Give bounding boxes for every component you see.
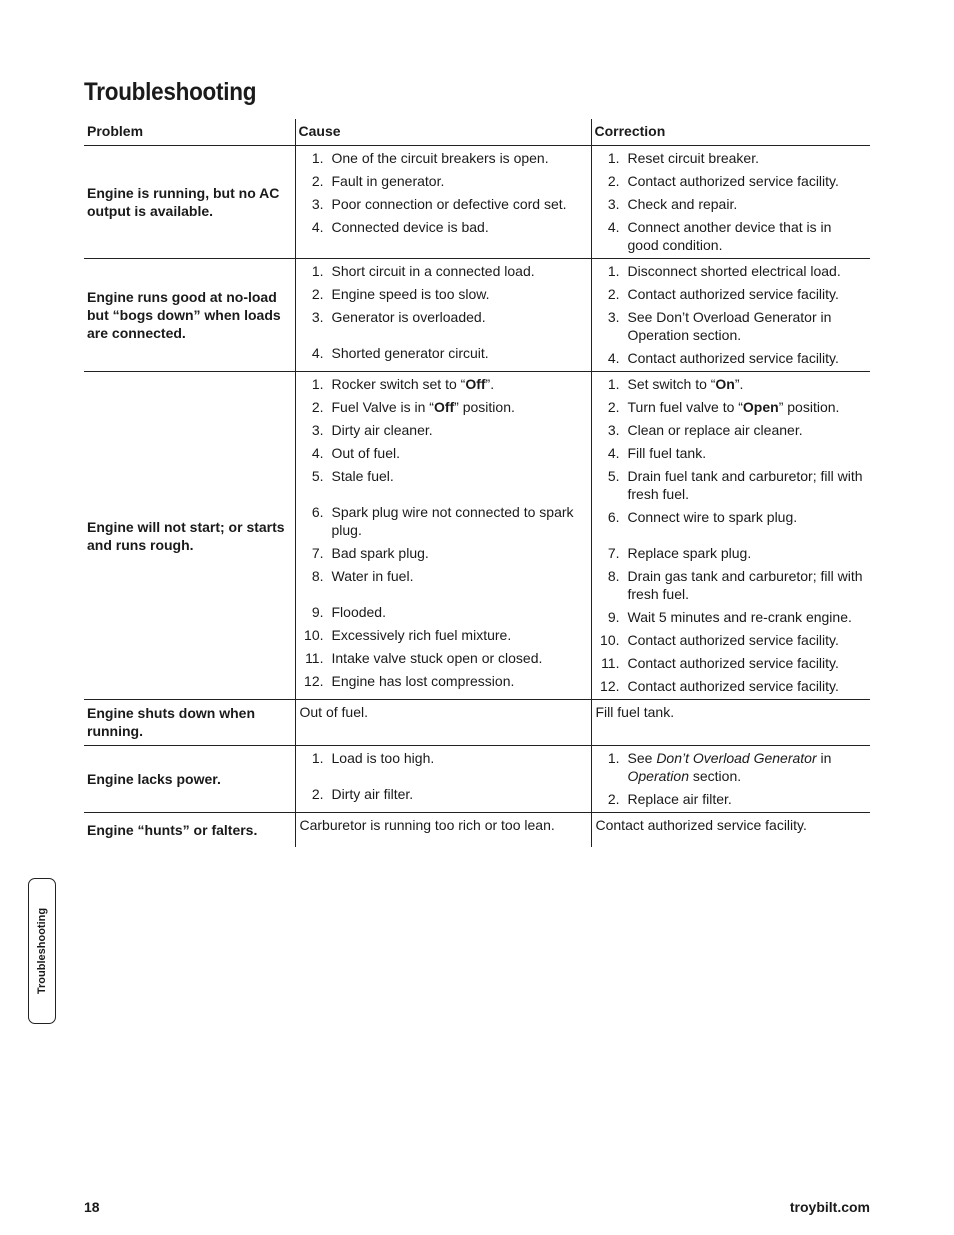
cause-step: 8. Water in fuel.	[311, 568, 414, 584]
cause-step: 1. One of the circuit breakers is open.	[311, 150, 549, 166]
correction-step: 1. See Don’t Overload Generator in Operation section.	[607, 750, 832, 784]
section-side-tab-label: Troubleshooting	[36, 907, 48, 995]
cause-step: 5. Stale fuel.	[311, 468, 394, 484]
correction-step: 5. Drain fuel tank and carburetor; fill with fresh fuel.	[607, 468, 863, 502]
cause-step: 7. Bad spark plug.	[311, 545, 429, 561]
problem-cell: Engine “hunts” or falters.	[87, 822, 258, 838]
correction-step: 2. Contact authorized service facility.	[607, 173, 839, 189]
cause-step: 1. Rocker switch set to “Off”.	[311, 376, 495, 392]
troubleshooting-table	[84, 119, 870, 847]
header-problem: Problem	[84, 119, 295, 146]
correction-step: 6. Connect wire to spark plug.	[607, 509, 798, 525]
table-row	[84, 746, 870, 813]
cause-cell	[295, 146, 591, 259]
cause-cell	[295, 746, 591, 813]
cause-step: 2. Fuel Valve is in “Off” position.	[311, 399, 515, 415]
website-footer: troybilt.com	[789, 1199, 870, 1215]
correction-step: 3. Clean or replace air cleaner.	[607, 422, 803, 438]
cause-step: 10. Excessively rich fuel mixture.	[304, 627, 512, 643]
problem-cell: Engine runs good at no-load but “bogs down” when loads are connected.	[84, 259, 295, 372]
cause-step: 2. Fault in generator.	[311, 173, 445, 189]
cause-step: 1. Load is too high.	[311, 750, 435, 766]
correction-step: 11. Contact authorized service facility.	[601, 655, 839, 671]
table-header-row	[84, 119, 870, 146]
correction-step: 8. Drain gas tank and carburetor; fill with fresh fuel.	[607, 568, 863, 602]
correction-cell	[591, 372, 870, 700]
correction-step: 7. Replace spark plug.	[607, 545, 752, 561]
cause-step: 6. Spark plug wire not connected to spark plug.	[311, 504, 574, 538]
table-row	[84, 372, 870, 700]
correction-step: 3. See Don’t Overload Generator in Operation section.	[607, 309, 832, 343]
problem-cell: Engine is running, but no AC output is available.	[84, 146, 295, 259]
cause-step: 3. Generator is overloaded.	[311, 309, 486, 325]
page-title: Troubleshooting	[84, 78, 257, 106]
cause-step: 3. Dirty air cleaner.	[311, 422, 433, 438]
header-correction: Correction	[591, 119, 870, 146]
cause-cell	[295, 259, 591, 372]
correction-step: 1. Reset circuit breaker.	[607, 150, 759, 166]
cause-step: 9. Flooded.	[311, 604, 386, 620]
cause-step: 2. Dirty air filter.	[311, 786, 414, 802]
cause-step: 1. Short circuit in a connected load.	[311, 263, 535, 279]
correction-step: 4. Fill fuel tank.	[607, 445, 707, 461]
correction-cell: Fill fuel tank.	[591, 700, 870, 746]
cause-step: 4. Shorted generator circuit.	[311, 345, 489, 361]
correction-step: 1. Set switch to “On”.	[607, 376, 744, 392]
cause-step: 4. Out of fuel.	[311, 445, 400, 461]
correction-step: 12. Contact authorized service facility.	[600, 678, 839, 694]
correction-step: 3. Check and repair.	[607, 196, 738, 212]
page-number: 18	[84, 1199, 100, 1215]
cause-step: 4. Connected device is bad.	[311, 219, 489, 235]
cause-cell: Carburetor is running too rich or too lean.	[295, 813, 591, 848]
table-row	[84, 146, 870, 259]
problem-cell: Engine will not start; or starts and runs rough.	[84, 372, 295, 700]
correction-cell	[591, 146, 870, 259]
correction-step: 2. Turn fuel valve to “Open” position.	[607, 399, 840, 415]
cause-step: 11. Intake valve stuck open or closed.	[305, 650, 543, 666]
correction-step: 1. Disconnect shorted electrical load.	[607, 263, 841, 279]
table-row	[84, 259, 870, 372]
problem-cell: Engine lacks power.	[84, 746, 295, 813]
correction-step: 2. Contact authorized service facility.	[607, 286, 839, 302]
cause-cell	[295, 372, 591, 700]
table-row	[84, 700, 870, 746]
problem-cell: Engine shuts down when running.	[84, 700, 295, 746]
header-cause: Cause	[295, 119, 591, 146]
correction-step: 2. Replace air filter.	[607, 791, 732, 807]
cause-step: 3. Poor connection or defective cord set.	[311, 196, 567, 212]
correction-step: 4. Contact authorized service facility.	[607, 350, 839, 366]
correction-cell	[591, 746, 870, 813]
correction-step: 10. Contact authorized service facility.	[600, 632, 839, 648]
correction-cell	[591, 259, 870, 372]
cause-cell: Out of fuel.	[295, 700, 591, 746]
cause-step: 12. Engine has lost compression.	[304, 673, 515, 689]
correction-step: 4. Connect another device that is in good condition.	[607, 219, 832, 253]
correction-step: 9. Wait 5 minutes and re-crank engine.	[607, 609, 852, 625]
correction-cell: Contact authorized service facility.	[591, 813, 870, 848]
cause-step: 2. Engine speed is too slow.	[311, 286, 490, 302]
table-row	[84, 813, 870, 848]
